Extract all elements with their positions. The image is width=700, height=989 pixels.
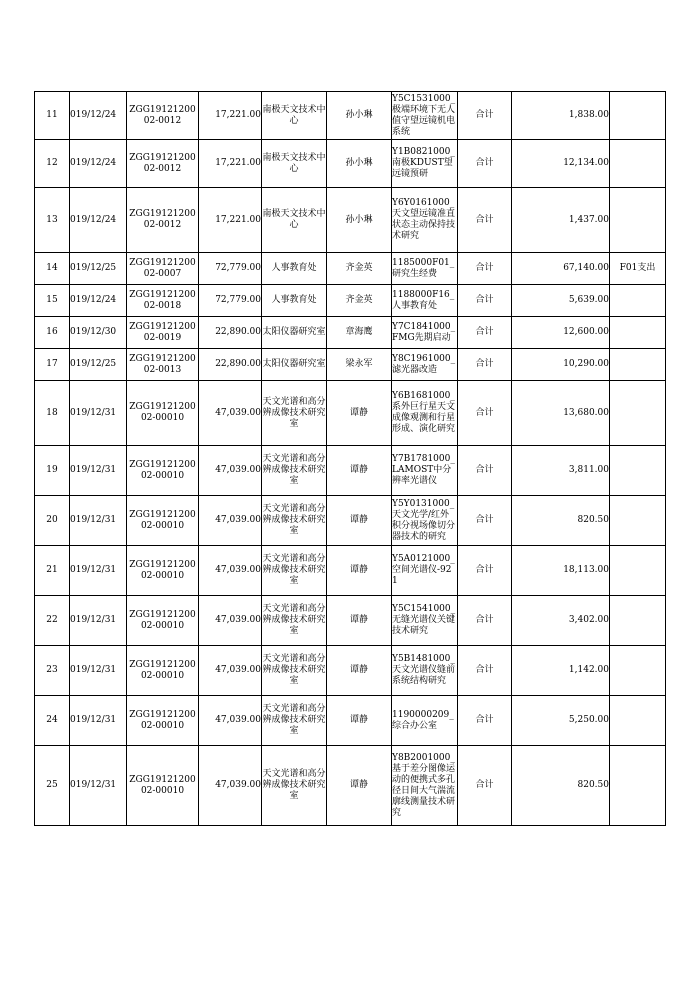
table-row	[35, 317, 666, 349]
table-row	[35, 746, 666, 826]
row-value: 3,811.00	[512, 446, 610, 496]
row-person: 谭静	[327, 596, 392, 646]
row-person: 孙小琳	[327, 92, 392, 140]
row-project: 1190000209_综合办公室	[392, 696, 458, 746]
row-project: Y5C1531000_极端环境下无人值守望远镜机电系统	[392, 92, 458, 140]
row-note	[610, 381, 666, 446]
row-date: 019/12/31	[70, 446, 127, 496]
row-project: Y6Y0161000_天文望远镜准直状态主动保持技术研究	[392, 188, 458, 253]
table-row	[35, 253, 666, 285]
row-value: 12,134.00	[512, 140, 610, 188]
row-type: 合计	[458, 140, 512, 188]
row-note	[610, 446, 666, 496]
row-value: 67,140.00	[512, 253, 610, 285]
row-index: 24	[35, 696, 70, 746]
row-total-amount: 47,039.00	[199, 546, 262, 596]
row-type: 合计	[458, 317, 512, 349]
row-voucher-code: ZGG1912120002-0012	[127, 140, 199, 188]
row-index: 25	[35, 746, 70, 826]
row-note: F01支出	[610, 253, 666, 285]
row-index: 20	[35, 496, 70, 546]
row-person: 齐金英	[327, 285, 392, 317]
row-index: 12	[35, 140, 70, 188]
row-value: 18,113.00	[512, 546, 610, 596]
table-row	[35, 349, 666, 381]
row-date: 019/12/24	[70, 188, 127, 253]
row-index: 17	[35, 349, 70, 381]
row-department: 天文光谱和高分辨成像技术研究室	[262, 746, 327, 826]
row-index: 22	[35, 596, 70, 646]
row-voucher-code: ZGG1912120002-0013	[127, 349, 199, 381]
row-project: Y5C1541000_无缝光谱仪关键技术研究	[392, 596, 458, 646]
table-row	[35, 596, 666, 646]
row-date: 019/12/31	[70, 381, 127, 446]
row-index: 13	[35, 188, 70, 253]
row-note	[610, 496, 666, 546]
row-department: 天文光谱和高分辨成像技术研究室	[262, 646, 327, 696]
row-project: Y7B1781000_LAMOST中分辨率光谱仪	[392, 446, 458, 496]
row-project: Y8C1961000_滤光器改造	[392, 349, 458, 381]
row-value: 3,402.00	[512, 596, 610, 646]
row-department: 南极天文技术中心	[262, 188, 327, 253]
row-voucher-code: ZGG1912120002-00010	[127, 696, 199, 746]
row-value: 13,680.00	[512, 381, 610, 446]
row-type: 合计	[458, 746, 512, 826]
row-department: 天文光谱和高分辨成像技术研究室	[262, 381, 327, 446]
row-project: Y5B1481000_天文光谱仪缝前系统结构研究	[392, 646, 458, 696]
table-row	[35, 446, 666, 496]
table-row	[35, 546, 666, 596]
row-type: 合计	[458, 446, 512, 496]
row-person: 孙小琳	[327, 140, 392, 188]
row-value: 5,639.00	[512, 285, 610, 317]
row-person: 谭静	[327, 646, 392, 696]
row-project: Y5Y0131000_天文光学/红外积分视场像切分器技术的研究	[392, 496, 458, 546]
row-value: 5,250.00	[512, 696, 610, 746]
row-voucher-code: ZGG1912120002-00010	[127, 381, 199, 446]
row-project: Y7C1841000_FMG先期启动	[392, 317, 458, 349]
row-note	[610, 746, 666, 826]
row-voucher-code: ZGG1912120002-0019	[127, 317, 199, 349]
row-department: 天文光谱和高分辨成像技术研究室	[262, 546, 327, 596]
row-type: 合计	[458, 381, 512, 446]
row-person: 孙小琳	[327, 188, 392, 253]
row-index: 14	[35, 253, 70, 285]
row-project: Y5A0121000_空间光谱仪-921	[392, 546, 458, 596]
row-total-amount: 22,890.00	[199, 317, 262, 349]
row-project: Y6B1681000_系外巨行星天文成像观测和行星形成、演化研究	[392, 381, 458, 446]
row-department: 南极天文技术中心	[262, 92, 327, 140]
row-value: 820.50	[512, 746, 610, 826]
row-department: 天文光谱和高分辨成像技术研究室	[262, 696, 327, 746]
row-note	[610, 317, 666, 349]
row-person: 谭静	[327, 381, 392, 446]
table-row	[35, 646, 666, 696]
row-type: 合计	[458, 596, 512, 646]
table-row	[35, 696, 666, 746]
row-total-amount: 47,039.00	[199, 496, 262, 546]
row-voucher-code: ZGG1912120002-0007	[127, 253, 199, 285]
row-voucher-code: ZGG1912120002-00010	[127, 446, 199, 496]
row-voucher-code: ZGG1912120002-00010	[127, 596, 199, 646]
row-note	[610, 696, 666, 746]
row-date: 019/12/31	[70, 596, 127, 646]
row-date: 019/12/31	[70, 646, 127, 696]
row-value: 1,437.00	[512, 188, 610, 253]
table-row	[35, 381, 666, 446]
row-total-amount: 17,221.00	[199, 92, 262, 140]
row-index: 16	[35, 317, 70, 349]
row-department: 太阳仪器研究室	[262, 317, 327, 349]
row-total-amount: 47,039.00	[199, 646, 262, 696]
row-project: 1188000F16_人事教育处	[392, 285, 458, 317]
row-date: 019/12/25	[70, 253, 127, 285]
ledger-body	[35, 92, 666, 826]
row-value: 820.50	[512, 496, 610, 546]
row-note	[610, 188, 666, 253]
row-value: 1,142.00	[512, 646, 610, 696]
row-voucher-code: ZGG1912120002-00010	[127, 746, 199, 826]
row-total-amount: 72,779.00	[199, 253, 262, 285]
row-index: 15	[35, 285, 70, 317]
row-index: 11	[35, 92, 70, 140]
row-person: 章海鹰	[327, 317, 392, 349]
table-row	[35, 285, 666, 317]
row-project: Y1B0821000_南极KDUST望远镜预研	[392, 140, 458, 188]
row-department: 人事教育处	[262, 253, 327, 285]
row-date: 019/12/24	[70, 92, 127, 140]
row-person: 谭静	[327, 496, 392, 546]
row-type: 合计	[458, 253, 512, 285]
row-note	[610, 140, 666, 188]
table-row	[35, 140, 666, 188]
row-date: 019/12/25	[70, 349, 127, 381]
row-date: 019/12/31	[70, 696, 127, 746]
table-row	[35, 188, 666, 253]
row-note	[610, 349, 666, 381]
row-type: 合计	[458, 349, 512, 381]
row-date: 019/12/31	[70, 746, 127, 826]
row-voucher-code: ZGG1912120002-0012	[127, 92, 199, 140]
row-index: 18	[35, 381, 70, 446]
row-voucher-code: ZGG1912120002-00010	[127, 496, 199, 546]
table-row	[35, 92, 666, 140]
row-note	[610, 285, 666, 317]
row-type: 合计	[458, 188, 512, 253]
row-date: 019/12/31	[70, 496, 127, 546]
row-person: 谭静	[327, 696, 392, 746]
row-note	[610, 646, 666, 696]
row-total-amount: 17,221.00	[199, 140, 262, 188]
row-date: 019/12/31	[70, 546, 127, 596]
row-type: 合计	[458, 696, 512, 746]
row-person: 谭静	[327, 746, 392, 826]
row-value: 12,600.00	[512, 317, 610, 349]
row-voucher-code: ZGG1912120002-00010	[127, 546, 199, 596]
row-note	[610, 596, 666, 646]
row-note	[610, 546, 666, 596]
row-type: 合计	[458, 646, 512, 696]
row-date: 019/12/24	[70, 285, 127, 317]
row-department: 人事教育处	[262, 285, 327, 317]
row-department: 南极天文技术中心	[262, 140, 327, 188]
row-total-amount: 47,039.00	[199, 381, 262, 446]
row-department: 天文光谱和高分辨成像技术研究室	[262, 596, 327, 646]
table-row	[35, 496, 666, 546]
row-person: 谭静	[327, 446, 392, 496]
row-type: 合计	[458, 496, 512, 546]
row-total-amount: 47,039.00	[199, 596, 262, 646]
row-type: 合计	[458, 92, 512, 140]
row-person: 谭静	[327, 546, 392, 596]
row-total-amount: 22,890.00	[199, 349, 262, 381]
row-department: 天文光谱和高分辨成像技术研究室	[262, 446, 327, 496]
row-index: 19	[35, 446, 70, 496]
row-total-amount: 47,039.00	[199, 746, 262, 826]
row-type: 合计	[458, 546, 512, 596]
row-total-amount: 17,221.00	[199, 188, 262, 253]
row-total-amount: 47,039.00	[199, 446, 262, 496]
row-note	[610, 92, 666, 140]
row-index: 21	[35, 546, 70, 596]
row-type: 合计	[458, 285, 512, 317]
row-voucher-code: ZGG1912120002-00010	[127, 646, 199, 696]
row-department: 天文光谱和高分辨成像技术研究室	[262, 496, 327, 546]
row-date: 019/12/30	[70, 317, 127, 349]
row-voucher-code: ZGG1912120002-0012	[127, 188, 199, 253]
row-voucher-code: ZGG1912120002-0018	[127, 285, 199, 317]
row-date: 019/12/24	[70, 140, 127, 188]
row-index: 23	[35, 646, 70, 696]
row-total-amount: 72,779.00	[199, 285, 262, 317]
row-project: 1185000F01_研究生经费	[392, 253, 458, 285]
row-person: 齐金英	[327, 253, 392, 285]
row-value: 10,290.00	[512, 349, 610, 381]
row-person: 梁永军	[327, 349, 392, 381]
ledger-table	[34, 91, 666, 826]
row-total-amount: 47,039.00	[199, 696, 262, 746]
row-department: 太阳仪器研究室	[262, 349, 327, 381]
row-project: Y8B2001000_基于差分图像运动的便携式多孔径日间大气湍流廓线测量技术研究	[392, 746, 458, 826]
row-value: 1,838.00	[512, 92, 610, 140]
